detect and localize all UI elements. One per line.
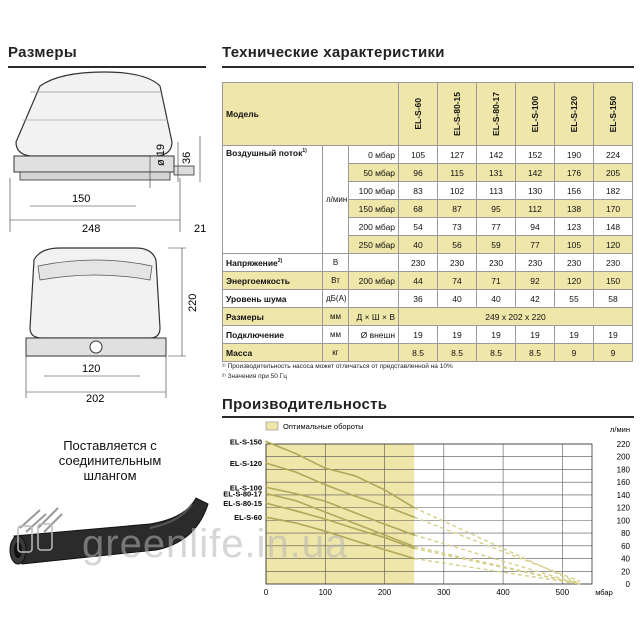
connection-cond: Ø внешн <box>349 326 399 344</box>
value-cell: 138 <box>555 200 594 218</box>
dim-side-inner-width: 120 <box>82 363 101 375</box>
specs-title-rule <box>222 66 634 68</box>
value-cell: 105 <box>399 146 438 164</box>
y-tick-label: 200 <box>616 452 630 462</box>
pressure-cell: 100 мбар <box>349 182 399 200</box>
data-point <box>413 516 415 518</box>
value-cell: 58 <box>594 290 633 308</box>
data-point <box>324 518 326 520</box>
voltage-unit: В <box>323 254 349 272</box>
airflow-label: Воздушный поток$^{1)}$ <box>223 146 323 254</box>
x-tick-label: 0 <box>263 588 269 597</box>
power-cond: 200 мбар <box>349 272 399 290</box>
data-point <box>413 547 415 549</box>
data-point <box>354 475 356 477</box>
performance-title: Производительность <box>222 396 388 413</box>
data-point <box>295 471 297 473</box>
data-point <box>354 512 356 514</box>
value-cell: 190 <box>555 146 594 164</box>
pressure-cell: 150 мбар <box>349 200 399 218</box>
y-axis-label: л/мин <box>610 425 630 434</box>
data-point <box>295 510 297 512</box>
value-cell: 92 <box>516 272 555 290</box>
value-cell: 59 <box>477 236 516 254</box>
mass-row <box>223 344 633 362</box>
airflow-unit: л/мин <box>323 146 349 254</box>
dimensions-title: Размеры <box>8 44 77 61</box>
dim-overall-width: 248 <box>82 223 101 235</box>
noise-cond <box>349 290 399 308</box>
value-cell: 176 <box>555 164 594 182</box>
series-label: EL-S-150 <box>229 437 262 447</box>
value-cell: 9 <box>555 344 594 362</box>
value-cell: 224 <box>594 146 633 164</box>
series-label: EL-S-60 <box>234 513 262 523</box>
value-cell: 115 <box>438 164 477 182</box>
value-cell: 94 <box>516 218 555 236</box>
x-tick-label: 300 <box>437 588 451 597</box>
data-point <box>265 516 267 518</box>
value-cell: 19 <box>555 326 594 344</box>
data-point <box>295 453 297 455</box>
value-cell: 142 <box>516 164 555 182</box>
data-point <box>413 507 415 509</box>
value-cell: 8.5 <box>516 344 555 362</box>
y-tick-label: 80 <box>621 529 630 539</box>
value-cell: 44 <box>399 272 438 290</box>
data-point <box>265 441 267 443</box>
model-header: EL-S-80-15 <box>438 83 477 146</box>
value-cell: 148 <box>594 218 633 236</box>
size-unit: мм <box>323 308 349 326</box>
dimensions-title-rule <box>8 66 206 68</box>
value-cell: 19 <box>477 326 516 344</box>
voltage-label: Напряжение$^{2)}$ <box>223 254 323 272</box>
data-point <box>324 511 326 513</box>
data-point <box>384 523 386 525</box>
value-cell: 230 <box>399 254 438 272</box>
value-cell: 142 <box>477 146 516 164</box>
value-cell: 112 <box>516 200 555 218</box>
value-cell: 8.5 <box>438 344 477 362</box>
value-cell: 95 <box>477 200 516 218</box>
spec-table <box>222 82 633 362</box>
x-tick-label: 400 <box>496 588 510 597</box>
value-cell: 96 <box>399 164 438 182</box>
value-cell: 182 <box>594 182 633 200</box>
connection-row <box>223 326 633 344</box>
model-label: Модель <box>223 83 399 146</box>
size-value: 249 x 202 x 220 <box>399 308 633 326</box>
footnote-2: ²⁾ Значения при 50 Гц <box>222 373 287 380</box>
y-tick-label: 0 <box>625 580 630 589</box>
model-header: EL-S-80-17 <box>477 83 516 146</box>
performance-chart <box>200 418 640 608</box>
noise-unit: дБ(А) <box>323 290 349 308</box>
value-cell: 130 <box>516 182 555 200</box>
model-header: EL-S-150 <box>594 83 633 146</box>
value-cell: 230 <box>438 254 477 272</box>
x-tick-label: 200 <box>377 588 392 597</box>
legend-label: Оптимальные обороты <box>283 422 364 431</box>
airflow-row <box>223 146 633 164</box>
pressure-cell: 200 мбар <box>349 218 399 236</box>
mass-unit: кг <box>323 344 349 362</box>
y-tick-label: 100 <box>616 516 630 526</box>
power-row <box>223 272 633 290</box>
hose-caption-line2: соединительным <box>58 453 162 468</box>
series-label: EL-S-80-17 <box>223 489 262 499</box>
value-cell: 123 <box>555 218 594 236</box>
value-cell: 120 <box>594 236 633 254</box>
value-cell: 19 <box>438 326 477 344</box>
value-cell: 150 <box>594 272 633 290</box>
pressure-cell: 250 мбар <box>349 236 399 254</box>
dim-side-height: 220 <box>187 293 199 312</box>
pressure-cell: 50 мбар <box>349 164 399 182</box>
value-cell: 40 <box>438 290 477 308</box>
power-unit: Вт <box>323 272 349 290</box>
power-label: Энергоемкость <box>223 272 323 290</box>
value-cell: 54 <box>399 218 438 236</box>
value-cell: 56 <box>438 236 477 254</box>
series-extension <box>414 535 580 584</box>
data-point <box>384 549 386 551</box>
value-cell: 83 <box>399 182 438 200</box>
data-point <box>413 558 415 560</box>
series-extension <box>414 548 580 584</box>
dim-height: 36 <box>181 151 193 164</box>
data-point <box>413 546 415 548</box>
size-cond: Д × Ш × В <box>349 308 399 326</box>
dim-inner-width: 150 <box>72 193 91 205</box>
data-point <box>384 537 386 539</box>
data-point <box>354 495 356 497</box>
value-cell: 230 <box>516 254 555 272</box>
specs-title: Технические характеристики <box>222 44 445 61</box>
value-cell: 19 <box>399 326 438 344</box>
size-label: Размеры <box>223 308 323 326</box>
data-point <box>354 523 356 525</box>
y-tick-label: 180 <box>616 465 630 475</box>
value-cell: 170 <box>594 200 633 218</box>
value-cell: 19 <box>516 326 555 344</box>
dim-diam: ø 19 <box>155 143 167 166</box>
x-axis-label: мбар <box>595 588 613 597</box>
value-cell: 71 <box>477 272 516 290</box>
pump-top-view-drawing <box>0 70 215 240</box>
value-cell: 55 <box>555 290 594 308</box>
model-header: EL-S-60 <box>399 83 438 146</box>
value-cell: 8.5 <box>399 344 438 362</box>
value-cell: 230 <box>477 254 516 272</box>
footnote-1: ¹⁾ Производительность насоса может отличаться от представленной на 10% <box>222 363 453 370</box>
data-point <box>324 484 326 486</box>
value-cell: 127 <box>438 146 477 164</box>
hose-caption-line1: Поставляется с <box>63 438 157 453</box>
hose-caption <box>20 438 200 483</box>
value-cell: 77 <box>477 218 516 236</box>
y-tick-label: 140 <box>616 490 630 500</box>
value-cell: 87 <box>438 200 477 218</box>
y-tick-label: 220 <box>616 440 630 449</box>
data-point <box>265 462 267 464</box>
data-point <box>324 467 326 469</box>
value-cell: 105 <box>555 236 594 254</box>
mass-cond <box>349 344 399 362</box>
x-tick-label: 100 <box>318 588 332 597</box>
model-row <box>223 83 633 146</box>
dim-side-overall-width: 202 <box>86 393 105 405</box>
voltage-cond <box>349 254 399 272</box>
model-header: EL-S-100 <box>516 83 555 146</box>
legend-swatch <box>266 422 278 430</box>
mass-label: Масса <box>223 344 323 362</box>
voltage-row <box>223 254 633 272</box>
value-cell: 40 <box>399 236 438 254</box>
value-cell: 230 <box>594 254 633 272</box>
value-cell: 8.5 <box>477 344 516 362</box>
y-tick-label: 120 <box>616 503 630 513</box>
x-tick-label: 500 <box>555 588 570 597</box>
series-label: EL-S-80-15 <box>223 499 262 509</box>
data-point <box>354 540 356 542</box>
data-point <box>324 500 326 502</box>
value-cell: 230 <box>555 254 594 272</box>
series-label: EL-S-120 <box>229 459 262 469</box>
value-cell: 113 <box>477 182 516 200</box>
series-label: EL-S-100 <box>229 483 262 493</box>
value-cell: 120 <box>555 272 594 290</box>
size-row <box>223 308 633 326</box>
value-cell: 152 <box>516 146 555 164</box>
series-extension <box>414 546 580 584</box>
connection-unit: мм <box>323 326 349 344</box>
hose-caption-line3: шлангом <box>83 468 137 483</box>
watermark: greenlife.in.ua <box>82 522 349 566</box>
data-point <box>413 534 415 536</box>
data-point <box>384 534 386 536</box>
data-point <box>354 528 356 530</box>
y-tick-label: 20 <box>621 567 630 577</box>
value-cell: 19 <box>594 326 633 344</box>
y-tick-label: 160 <box>616 478 630 488</box>
dim-offset: 21 <box>194 223 207 235</box>
value-cell: 68 <box>399 200 438 218</box>
model-header: EL-S-120 <box>555 83 594 146</box>
data-point <box>265 493 267 495</box>
value-cell: 74 <box>438 272 477 290</box>
data-point <box>384 505 386 507</box>
connection-label: Подключение <box>223 326 323 344</box>
data-point <box>265 502 267 504</box>
value-cell: 102 <box>438 182 477 200</box>
value-cell: 40 <box>477 290 516 308</box>
value-cell: 9 <box>594 344 633 362</box>
data-point <box>295 500 297 502</box>
noise-label: Уровень шума <box>223 290 323 308</box>
y-tick-label: 60 <box>621 541 630 551</box>
value-cell: 42 <box>516 290 555 308</box>
value-cell: 73 <box>438 218 477 236</box>
value-cell: 36 <box>399 290 438 308</box>
noise-row <box>223 290 633 308</box>
data-point <box>384 489 386 491</box>
data-point <box>295 493 297 495</box>
value-cell: 77 <box>516 236 555 254</box>
value-cell: 131 <box>477 164 516 182</box>
data-point <box>265 486 267 488</box>
pump-side-view-drawing <box>0 240 215 405</box>
value-cell: 156 <box>555 182 594 200</box>
pressure-cell: 0 мбар <box>349 146 399 164</box>
y-tick-label: 40 <box>621 554 630 564</box>
value-cell: 205 <box>594 164 633 182</box>
